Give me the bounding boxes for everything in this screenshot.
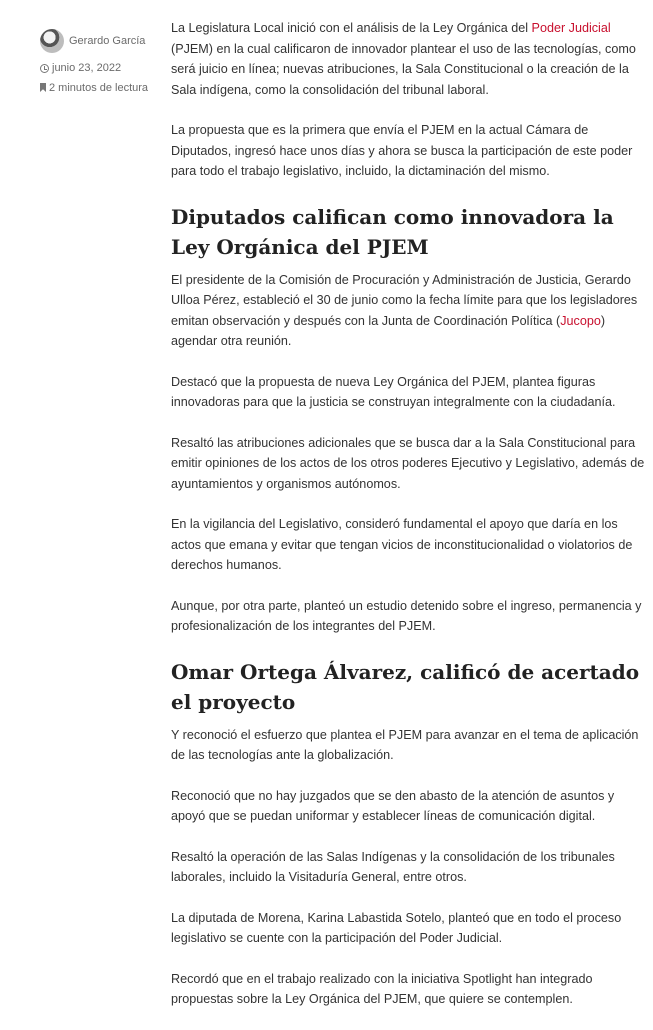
paragraph: Recordó que en el trabajo realizado con la iniciativa Spotlight han integrado propuestas sobre la Ley Orgánica del PJEM, que quiere se contemplen. (171, 971, 593, 1006)
paragraph: La diputada de Morena, Karina Labastida Sotelo, planteó que en todo el proceso legislativo se cuente con la participación del Poder Judicial. (171, 910, 622, 945)
post-meta (40, 26, 160, 96)
paragraph: Reconoció que no hay juzgados que se den abasto de la atención de asuntos y apoyó que se puedan uniformar y establecer líneas de comunicación digital. (171, 788, 615, 823)
paragraph: Aunque, por otra parte, planteó un estudio detenido sobre el ingreso, permanencia y profesionalización de los integrantes del PJEM. (171, 598, 642, 633)
author-avatar[interactable] (40, 29, 64, 53)
bookmark-icon (40, 83, 46, 92)
paragraph: Y reconoció el esfuerzo que plantea el PJEM para avanzar en el tema de aplicación de las tecnologías ante la globalización. (171, 727, 639, 762)
post-date: junio 23, 2022 (52, 62, 122, 74)
paragraph: Resaltó la operación de las Salas Indígenas y la consolidación de los tribunales laborales, incluido la Visitaduría General, entre otros. (171, 849, 615, 884)
author-row[interactable] (40, 26, 160, 56)
paragraph: En la vigilancia del Legislativo, consideró fundamental el apoyo que daría en los actos que emana y evitar que tengan vicios de inconstitucionalidad o violatorios de derechos humanos. (171, 517, 633, 572)
date-row (40, 60, 160, 76)
section-heading: Omar Ortega Álvarez, calificó de acertado el proyecto (171, 659, 640, 714)
read-time-row (40, 80, 160, 96)
paragraph-text: (PJEM) en la cual calificaron de innovador plantear el uso de las tecnologías, como será juicio en línea; nuevas atribuciones, la Sala Constitucional o la creación de la Sala indígena, como la consolidación del tribunal laboral. (171, 41, 636, 97)
paragraph-text: La Legislatura Local inició con el análisis de la Ley Orgánica del (171, 21, 532, 35)
paragraph-text: ) agendar otra reunión. (171, 313, 606, 348)
poder-judicial-link[interactable]: Poder Judicial (531, 21, 611, 35)
author-name[interactable]: Gerardo García (69, 35, 146, 47)
paragraph: La propuesta que es la primera que envía el PJEM en la actual Cámara de Diputados, ingresó hace unos días y ahora se busca la participación de este poder para todo el trabajo legislativo, incluido, la dictaminación del mismo. (171, 123, 633, 178)
section-heading: Diputados califican como innovadora la Ley Orgánica del PJEM (171, 204, 614, 259)
paragraph: Resaltó las atribuciones adicionales que se busca dar a la Sala Constitucional para emitir opiniones de los actos de los otros poderes Ejecutivo y Legislativo, además de ayuntamientos y organismos autónomos. (171, 435, 645, 491)
paragraph (171, 270, 649, 352)
read-time: 2 minutos de lectura (49, 82, 149, 94)
clock-icon (40, 64, 49, 73)
article-body (171, 18, 649, 1030)
paragraph (171, 18, 649, 100)
paragraph: Destacó que la propuesta de nueva Ley Orgánica del PJEM, plantea figuras innovadoras para que la justicia se construyan integralmente con la ciudadanía. (171, 374, 616, 409)
paragraph-text: El presidente de la Comisión de Procuración y Administración de Justicia, Gerardo Ulloa Pérez, estableció el 30 de junio como la fecha límite para que los legisladores emitan observación y después con la Junta de Coordinación Política ( (171, 272, 638, 328)
jucopo-link[interactable]: Jucopo (560, 313, 601, 328)
